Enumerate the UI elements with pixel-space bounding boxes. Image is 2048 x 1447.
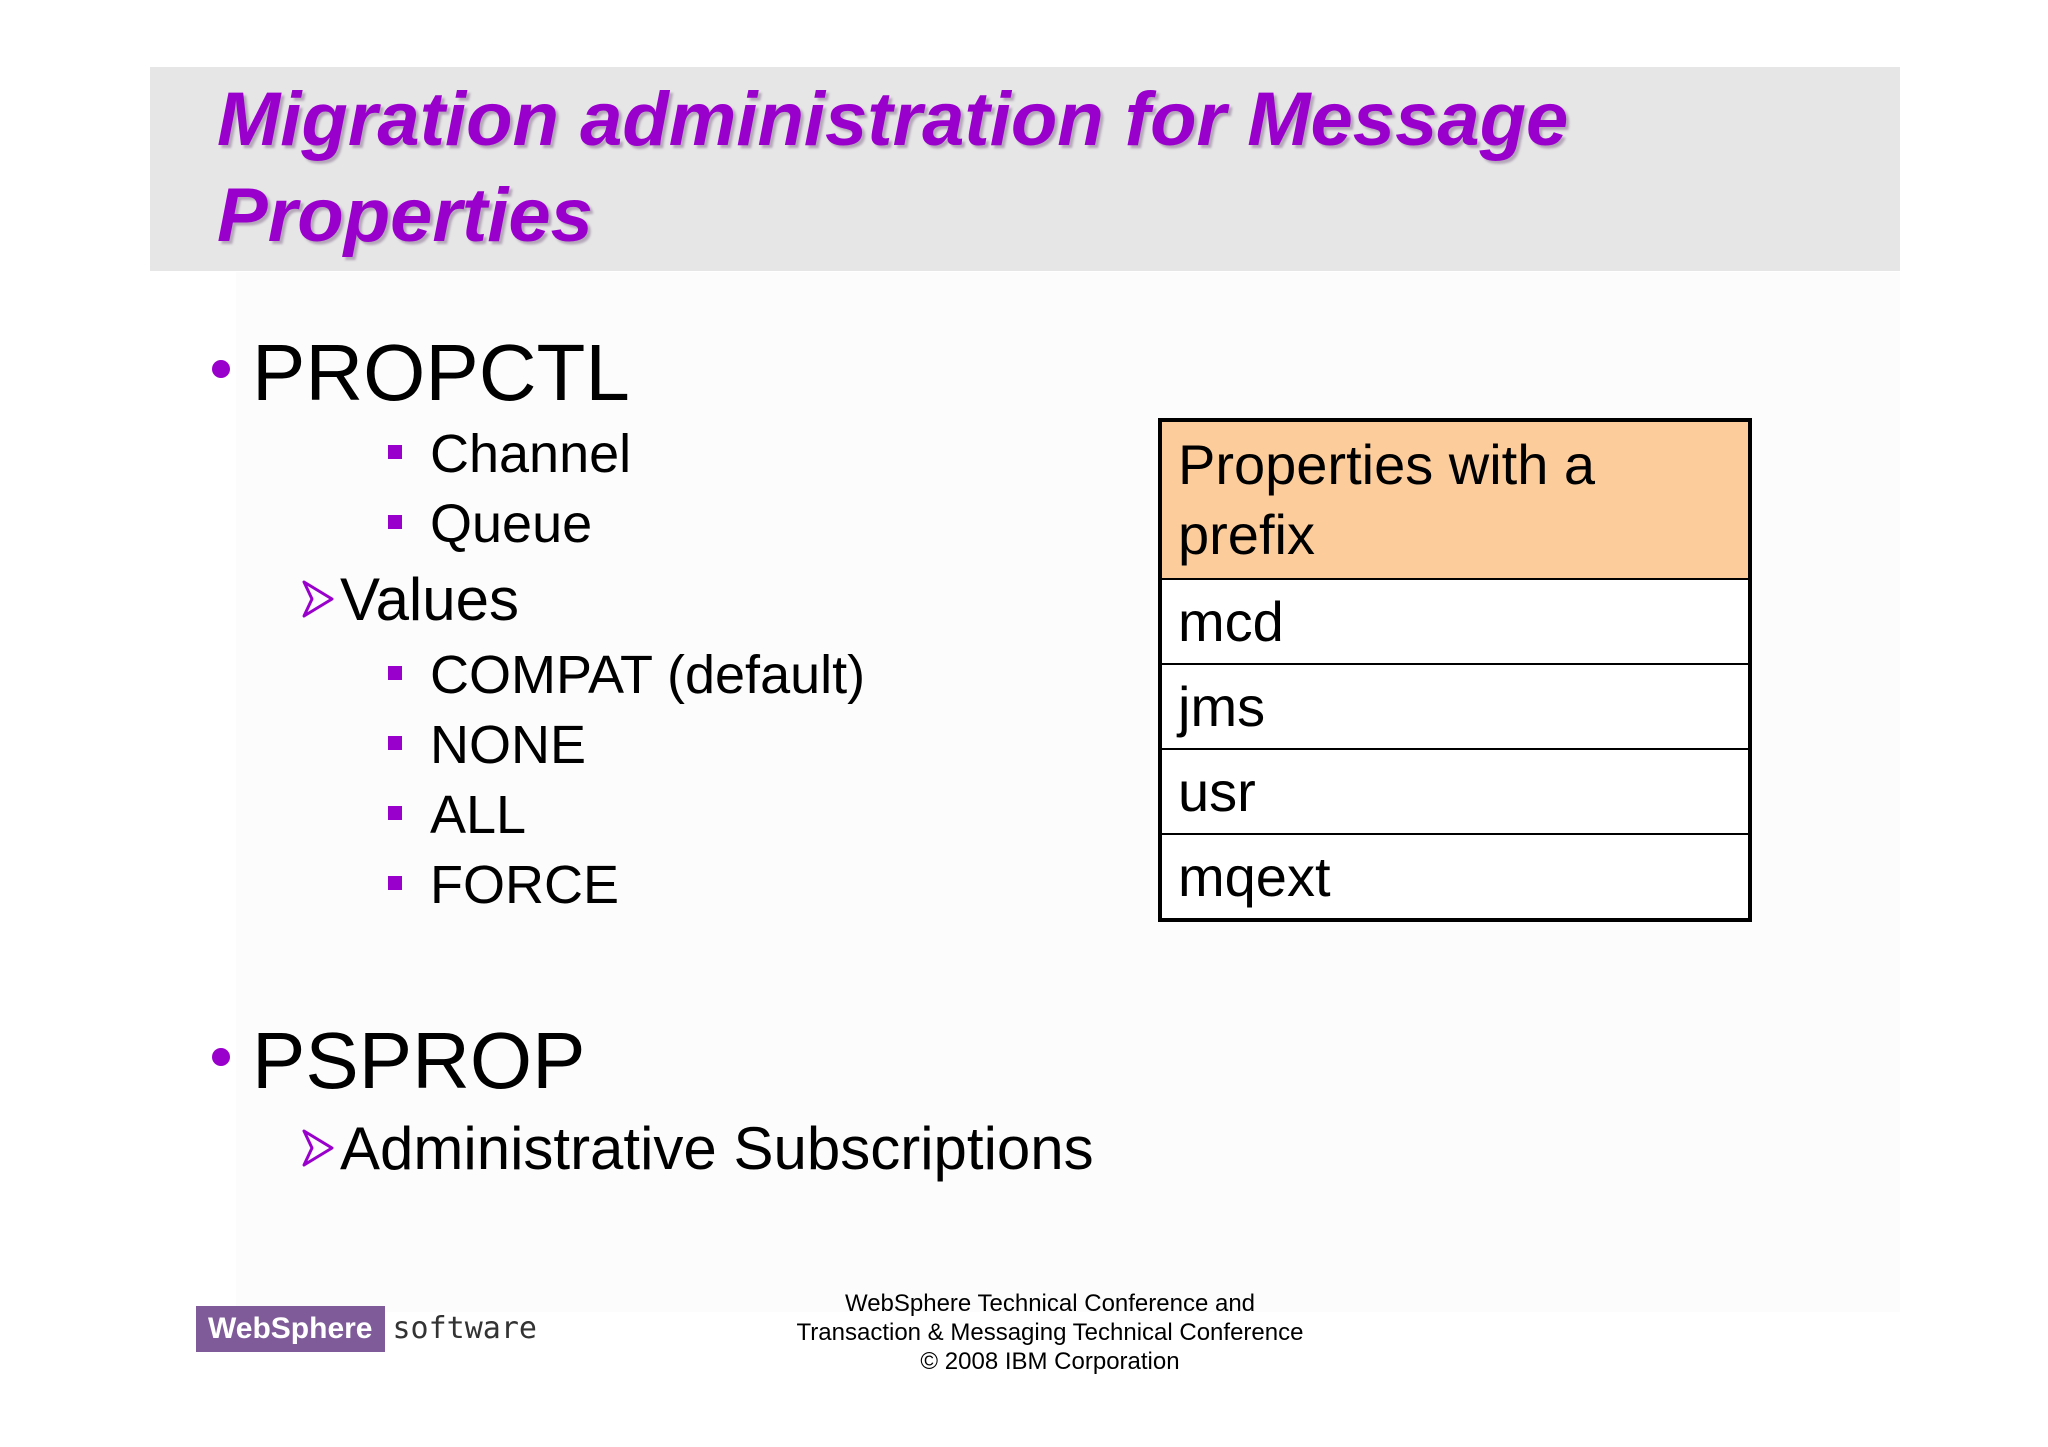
square-bullet-icon	[388, 736, 402, 750]
websphere-logo	[196, 1306, 537, 1352]
table-cell: usr	[1160, 749, 1750, 834]
square-bullet-icon	[388, 876, 402, 890]
sub-bullet-admin-subscriptions	[300, 1114, 1094, 1188]
list-item-label: COMPAT (default)	[430, 645, 866, 705]
table-row	[1160, 749, 1750, 834]
square-bullet-icon	[388, 806, 402, 820]
bullet-dot-icon	[212, 360, 230, 378]
footer-conference	[600, 1289, 1500, 1376]
list-item-label: NONE	[430, 715, 587, 775]
list-item-label: FORCE	[430, 855, 619, 915]
table-cell: mcd	[1160, 579, 1750, 664]
logo-brand: WebSphere	[196, 1306, 385, 1352]
list-item-none	[388, 713, 586, 777]
list-item-compat	[388, 643, 865, 707]
table-header-cell: Properties with a prefix	[1160, 420, 1750, 579]
square-bullet-icon	[388, 515, 402, 529]
footer-copyright: © 2008 IBM Corporation	[920, 1348, 1180, 1375]
table-cell: mqext	[1160, 834, 1750, 920]
bullet-psprop-label: PSPROP	[252, 1016, 586, 1105]
logo-suffix: software	[392, 1311, 537, 1346]
table-row	[1160, 579, 1750, 664]
table-header-row	[1160, 420, 1750, 579]
list-item-label: Channel	[430, 424, 632, 484]
footer-line: Transaction & Messaging Technical Conference	[796, 1319, 1304, 1346]
sub-bullet-admin-subscriptions-label: Administrative Subscriptions	[340, 1115, 1094, 1182]
table-row	[1160, 664, 1750, 749]
bullet-propctl	[212, 328, 630, 418]
list-item-queue	[388, 492, 592, 556]
table-cell: jms	[1160, 664, 1750, 749]
bullet-dot-icon	[212, 1048, 230, 1066]
table-row	[1160, 834, 1750, 920]
list-item-label: ALL	[430, 785, 527, 845]
bullet-propctl-label: PROPCTL	[252, 328, 630, 417]
sub-bullet-values	[300, 565, 519, 639]
arrow-bullet-icon	[300, 565, 336, 635]
list-item-label: Queue	[430, 494, 593, 554]
bullet-psprop	[212, 1016, 585, 1106]
square-bullet-icon	[388, 445, 402, 459]
arrow-bullet-icon	[300, 1114, 336, 1184]
list-item-all	[388, 783, 526, 847]
sub-bullet-values-label: Values	[340, 566, 520, 633]
list-item-force	[388, 853, 619, 917]
slide-title: Migration administration for Message Properties	[217, 77, 1569, 258]
prefix-table	[1158, 418, 1752, 922]
list-item-channel	[388, 422, 631, 486]
square-bullet-icon	[388, 666, 402, 680]
footer-line: WebSphere Technical Conference and	[844, 1290, 1256, 1317]
